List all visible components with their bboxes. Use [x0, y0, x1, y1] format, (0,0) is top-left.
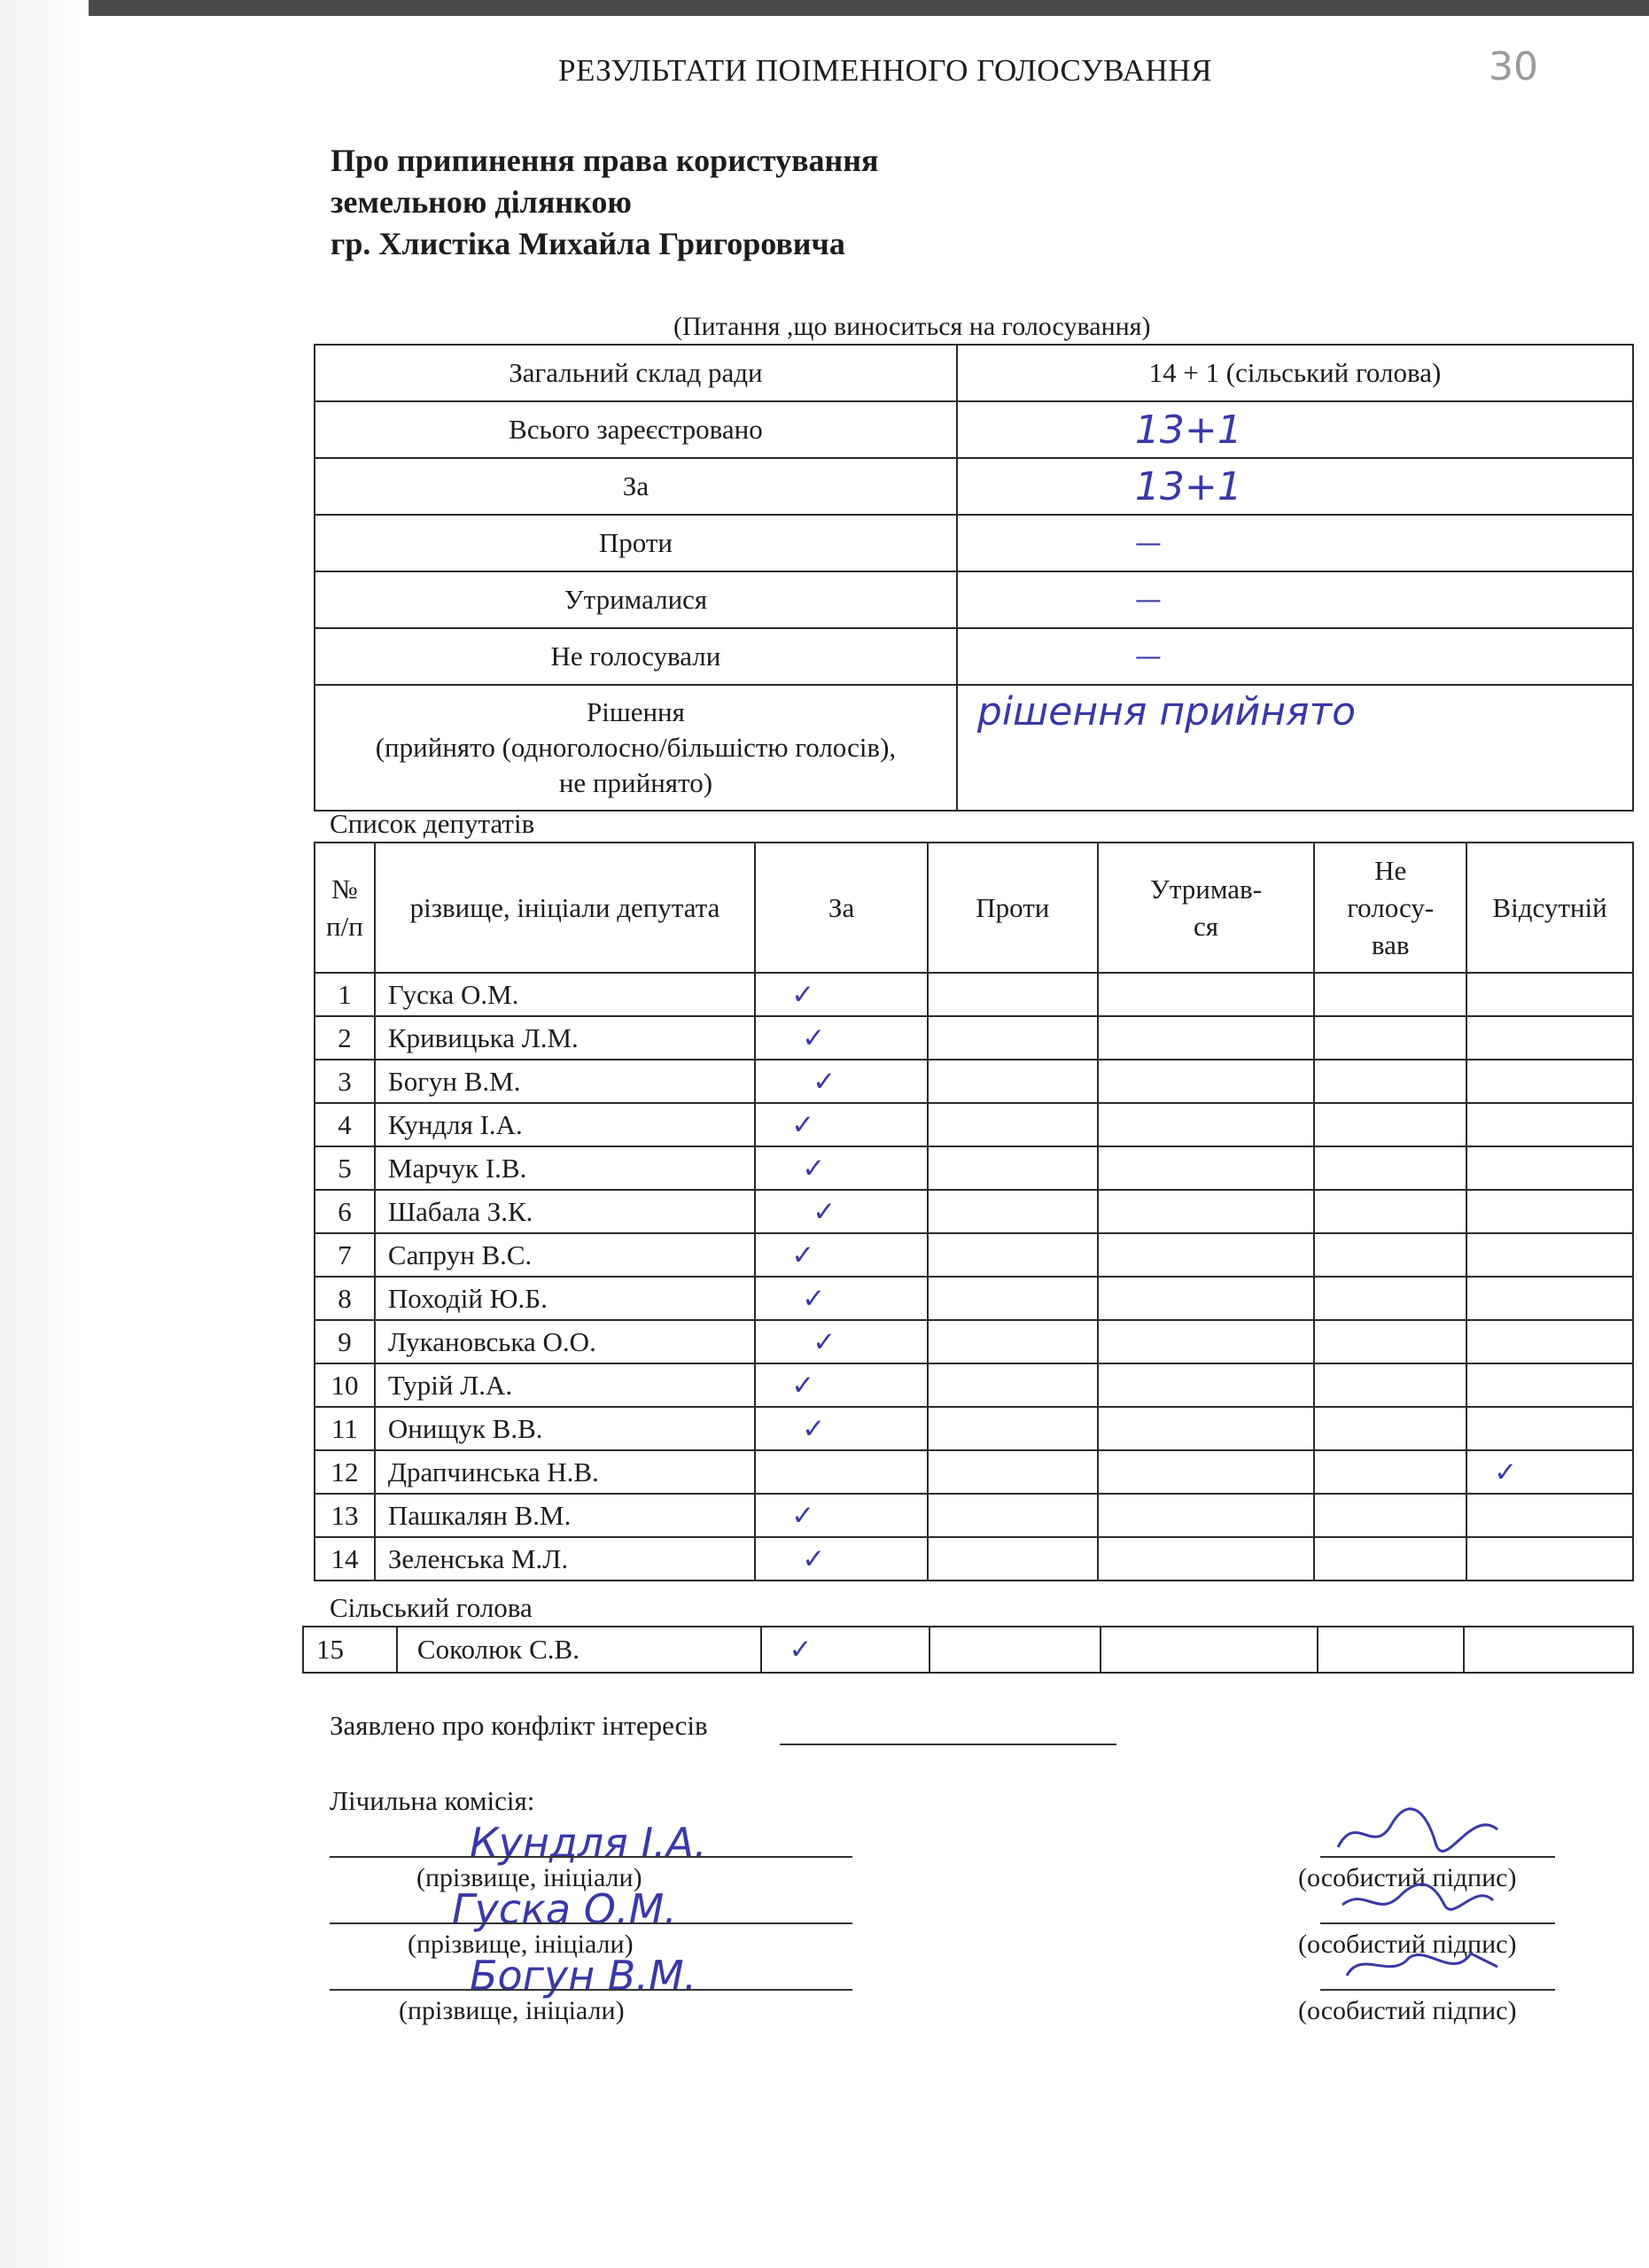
head-caption: Сільський голова: [330, 1592, 533, 1623]
deputy-za-mark: ✓: [755, 1537, 928, 1581]
col-utrym: [1098, 843, 1315, 973]
decision-row: [315, 685, 1633, 811]
deputy-proty: [928, 1407, 1098, 1450]
deputy-utrym: [1098, 1407, 1315, 1450]
deputy-name: Кривицька Л.М.: [375, 1016, 755, 1060]
deputy-name: Лукановська О.О.: [375, 1320, 755, 1363]
deputy-nehol: [1314, 1363, 1466, 1407]
scan-edge-top: [0, 0, 1649, 16]
deputy-number: 1: [315, 973, 375, 1016]
deputy-proty: [928, 1146, 1098, 1190]
deputy-number: 3: [315, 1060, 375, 1103]
deputy-number: 4: [315, 1103, 375, 1146]
deputy-row: [315, 1146, 1633, 1190]
head-nehol: [1318, 1627, 1465, 1673]
decision-label-line: не прийнято): [558, 767, 713, 798]
deputy-row: [315, 1233, 1633, 1277]
deputy-name: Сапрун В.С.: [375, 1233, 755, 1277]
deputy-proty: [928, 1277, 1098, 1320]
conflict-line: [780, 1744, 1116, 1745]
commission-name-line: [330, 1856, 852, 1858]
deputy-name: Онищук В.В.: [375, 1407, 755, 1450]
commission-member-name: Кундля І.А.: [470, 1819, 707, 1867]
deputy-utrym: [1098, 1320, 1315, 1363]
deputy-row: [315, 1277, 1633, 1320]
deputy-za-mark: ✓: [755, 1146, 928, 1190]
deputy-nehol: [1314, 1233, 1466, 1277]
summary-row: [315, 515, 1633, 571]
deputy-nehol: [1314, 973, 1466, 1016]
head-number: 15: [303, 1627, 397, 1673]
col-nehol: [1314, 843, 1466, 973]
deputy-absent-mark: [1466, 1146, 1633, 1190]
deputy-absent-mark: [1466, 1363, 1633, 1407]
deputy-nehol: [1314, 1060, 1466, 1103]
summary-table: [314, 344, 1634, 812]
deputy-name: Походій Ю.Б.: [375, 1277, 755, 1320]
deputy-utrym: [1098, 1537, 1315, 1581]
subject-block: [331, 140, 879, 265]
deputy-proty: [928, 1450, 1098, 1494]
deputy-proty: [928, 1494, 1098, 1537]
deputy-za-mark: ✓: [755, 1103, 928, 1146]
commission-member-name: Богун В.М.: [470, 1952, 697, 2000]
deputy-proty: [928, 1320, 1098, 1363]
deputy-absent-mark: [1466, 1320, 1633, 1363]
commission-member-name: Гуска О.М.: [452, 1885, 677, 1933]
deputy-number: 11: [315, 1407, 375, 1450]
signature-image: [1329, 1927, 1506, 1998]
col-number-l1: №: [331, 873, 358, 905]
deputy-row: [315, 1537, 1633, 1581]
deputy-nehol: [1314, 1190, 1466, 1233]
question-caption: (Питання ,що виноситься на голосування): [673, 312, 1151, 341]
col-za: За: [755, 843, 928, 973]
col-nehol-l1: Не: [1374, 854, 1407, 886]
commission-name-caption: (прізвище, ініціали): [416, 1863, 642, 1892]
col-nehol-l2: голосу-: [1347, 891, 1435, 923]
deputy-proty: [928, 973, 1098, 1016]
deputy-utrym: [1098, 1233, 1315, 1277]
summary-row: [315, 458, 1633, 515]
page-title: РЕЗУЛЬТАТИ ПОІМЕННОГО ГОЛОСУВАННЯ: [558, 53, 1212, 88]
deputy-number: 14: [315, 1537, 375, 1581]
col-number: [315, 843, 375, 973]
deputy-proty: [928, 1190, 1098, 1233]
deputy-absent-mark: ✓: [1466, 1450, 1633, 1494]
deputy-utrym: [1098, 1190, 1315, 1233]
summary-row: [315, 401, 1633, 458]
deputy-nehol: [1314, 1407, 1466, 1450]
deputy-number: 9: [315, 1320, 375, 1363]
subject-line-3: гр. Хлистіка Михайла Григоровича: [331, 226, 845, 261]
deputy-number: 10: [315, 1363, 375, 1407]
head-absent: [1464, 1627, 1633, 1673]
deputy-row: [315, 1407, 1633, 1450]
deputy-row: [315, 973, 1633, 1016]
deputy-name: Марчук І.В.: [375, 1146, 755, 1190]
summary-value: 13+1: [957, 401, 1633, 458]
col-nehol-l3: вав: [1371, 928, 1410, 960]
deputy-name: Зеленська М.Л.: [375, 1537, 755, 1581]
deputy-proty: [928, 1233, 1098, 1277]
deputy-za-mark: ✓: [755, 1320, 928, 1363]
signature-image: [1329, 1860, 1506, 1931]
col-proty: Проти: [928, 843, 1098, 973]
deputy-absent-mark: [1466, 1537, 1633, 1581]
deputy-number: 7: [315, 1233, 375, 1277]
deputy-za-mark: ✓: [755, 1363, 928, 1407]
deputy-nehol: [1314, 1016, 1466, 1060]
deputy-proty: [928, 1016, 1098, 1060]
deputy-za-mark: ✓: [755, 1016, 928, 1060]
subject-line-2: земельною ділянкою: [331, 184, 632, 220]
deputy-nehol: [1314, 1537, 1466, 1581]
deputies-body: [315, 843, 1633, 1581]
deputy-absent-mark: [1466, 1190, 1633, 1233]
deputy-nehol: [1314, 1450, 1466, 1494]
summary-label: Всього зареєстровано: [315, 401, 957, 458]
deputy-absent-mark: [1466, 1060, 1633, 1103]
commission-label: Лічильна комісія:: [330, 1785, 535, 1816]
summary-label: Не голосували: [315, 628, 957, 685]
deputy-utrym: [1098, 1277, 1315, 1320]
summary-label: Утрималися: [315, 571, 957, 628]
summary-label: За: [315, 458, 957, 515]
deputy-row: [315, 1494, 1633, 1537]
summary-label: Загальний склад ради: [315, 345, 957, 401]
deputy-name: Пашкалян В.М.: [375, 1494, 755, 1537]
head-utrym: [1101, 1627, 1318, 1673]
deputy-number: 8: [315, 1277, 375, 1320]
deputy-nehol: [1314, 1320, 1466, 1363]
deputy-nehol: [1314, 1494, 1466, 1537]
commission-sign-caption: (особистий підпис): [1298, 1930, 1517, 1959]
deputy-utrym: [1098, 973, 1315, 1016]
summary-value: 14 + 1 (сільський голова): [957, 345, 1633, 401]
summary-value: —: [957, 515, 1633, 571]
deputy-row: [315, 1363, 1633, 1407]
deputy-name: Драпчинська Н.В.: [375, 1450, 755, 1494]
scan-edge-left: [0, 0, 89, 2268]
deputy-row: [315, 1016, 1633, 1060]
subject-line-1: Про припинення права користування: [331, 143, 879, 178]
summary-row: [315, 571, 1633, 628]
decision-label-line: (прийнято (одноголосно/більшістю голосів),: [375, 732, 897, 763]
deputy-absent-mark: [1466, 1407, 1633, 1450]
commission-sign-caption: (особистий підпис): [1298, 1863, 1517, 1892]
deputy-za-mark: ✓: [755, 1233, 928, 1277]
summary-body: [315, 345, 1633, 811]
head-table: [302, 1626, 1634, 1674]
summary-row: [315, 628, 1633, 685]
commission-name-line: [330, 1922, 852, 1924]
deputy-row: [315, 1450, 1633, 1494]
head-name: Соколюк С.В.: [397, 1627, 762, 1673]
deputy-nehol: [1314, 1277, 1466, 1320]
deputy-utrym: [1098, 1363, 1315, 1407]
deputies-table: [314, 842, 1634, 1581]
col-absent: Відсутній: [1466, 843, 1633, 973]
commission-sign-caption: (особистий підпис): [1298, 1996, 1517, 2025]
deputy-number: 2: [315, 1016, 375, 1060]
deputy-utrym: [1098, 1494, 1315, 1537]
summary-value: —: [957, 628, 1633, 685]
commission-name-caption: (прізвище, ініціали): [399, 1996, 625, 2025]
summary-value: —: [957, 571, 1633, 628]
deputy-za-mark: ✓: [755, 973, 928, 1016]
deputy-za-mark: ✓: [755, 1494, 928, 1537]
deputy-proty: [928, 1537, 1098, 1581]
head-proty: [930, 1627, 1101, 1673]
deputy-absent-mark: [1466, 1277, 1633, 1320]
deputy-za-mark: ✓: [755, 1190, 928, 1233]
conflict-label: Заявлено про конфлікт інтересів: [330, 1710, 708, 1741]
deputy-proty: [928, 1060, 1098, 1103]
commission-name-line: [330, 1989, 852, 1991]
signature-image: [1329, 1794, 1506, 1865]
deputy-absent-mark: [1466, 1103, 1633, 1146]
col-utrym-l2: ся: [1193, 910, 1218, 942]
deputies-caption: Список депутатів: [330, 808, 535, 839]
deputy-za-mark: ✓: [755, 1277, 928, 1320]
deputy-utrym: [1098, 1103, 1315, 1146]
summary-value: 13+1: [957, 458, 1633, 515]
deputy-number: 6: [315, 1190, 375, 1233]
deputy-utrym: [1098, 1060, 1315, 1103]
page-number: 30: [1489, 44, 1538, 89]
head-za-mark: ✓: [761, 1627, 930, 1673]
deputy-name: Турій Л.А.: [375, 1363, 755, 1407]
deputy-utrym: [1098, 1450, 1315, 1494]
deputy-number: 13: [315, 1494, 375, 1537]
col-number-l2: п/п: [326, 910, 363, 942]
deputy-absent-mark: [1466, 1494, 1633, 1537]
deputy-number: 12: [315, 1450, 375, 1494]
deputy-utrym: [1098, 1016, 1315, 1060]
deputy-absent-mark: [1466, 1016, 1633, 1060]
deputy-proty: [928, 1103, 1098, 1146]
deputy-name: Кундля І.А.: [375, 1103, 755, 1146]
summary-label: Проти: [315, 515, 957, 571]
deputy-name: Шабала З.К.: [375, 1190, 755, 1233]
deputy-row: [315, 1190, 1633, 1233]
deputy-proty: [928, 1363, 1098, 1407]
deputy-za-mark: ✓: [755, 1060, 928, 1103]
deputy-za-mark: ✓: [755, 1407, 928, 1450]
deputy-number: 5: [315, 1146, 375, 1190]
deputy-row: [315, 1103, 1633, 1146]
deputy-absent-mark: [1466, 1233, 1633, 1277]
deputy-name: Богун В.М.: [375, 1060, 755, 1103]
deputy-za-mark: [755, 1450, 928, 1494]
col-name: різвище, ініціали депутата: [375, 843, 755, 973]
decision-value: рішення прийнято: [957, 685, 1633, 811]
decision-label-line: Рішення: [586, 696, 685, 727]
decision-label: [315, 685, 957, 811]
deputy-row: [315, 1060, 1633, 1103]
commission-name-caption: (прізвище, ініціали): [408, 1930, 634, 1959]
deputy-absent-mark: [1466, 973, 1633, 1016]
col-utrym-l1: Утримав-: [1149, 873, 1263, 905]
deputy-row: [315, 1320, 1633, 1363]
deputies-header-row: [315, 843, 1633, 973]
summary-row: [315, 345, 1633, 401]
head-row: [303, 1627, 1633, 1673]
deputy-name: Гуска О.М.: [375, 973, 755, 1016]
deputy-nehol: [1314, 1146, 1466, 1190]
deputy-nehol: [1314, 1103, 1466, 1146]
deputy-utrym: [1098, 1146, 1315, 1190]
